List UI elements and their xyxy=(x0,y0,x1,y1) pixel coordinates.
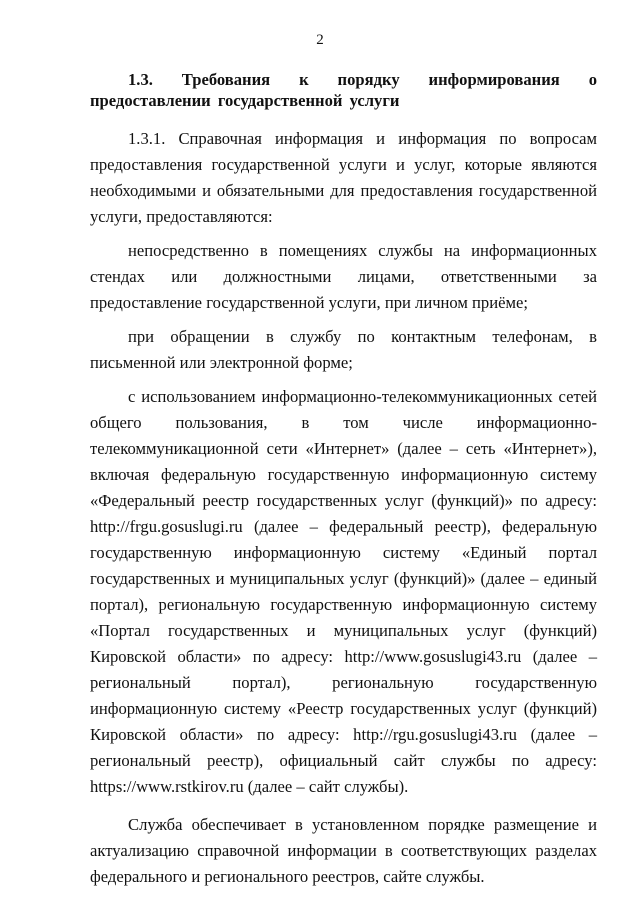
paragraph-phone-written: при обращении в службу по контактным телефонам, в письменной или электронной форме; xyxy=(90,327,597,372)
paragraph-service-duties: Служба обеспечивает в установленном порядке размещение и актуализацию справочной информации в соответствующих разделах федерального и регионального реестров, сайте службы. xyxy=(90,815,597,886)
document-body xyxy=(90,69,597,890)
paragraph-intro: 1.3.1. Справочная информация и информация по вопросам предоставления государственной услуги и услуг, которые являются необходимыми и обязательными для предоставления государственной услуги, предоставляются: xyxy=(90,129,597,226)
paragraph-in-person: непосредственно в помещениях службы на информационных стендах или должностными лицами, ответственными за предоставление государственной услуги, при личном приёме; xyxy=(90,241,597,312)
section-heading: 1.3. Требования к порядку информирования о предоставлении государственной услуги xyxy=(90,70,597,110)
page-number: 2 xyxy=(316,32,324,48)
paragraph-internet: с использованием информационно-телекоммуникационных сетей общего пользования, в том числе информационно-телекоммуникационной сети «Интернет» (далее – сеть «Интернет»), включая федеральную государственную информационную систему «Федеральный реестр государственных услуг (функций)» по адресу: http://frgu.gosuslugi.ru (далее – федеральный реестр), федеральную государственную информационную систему «Единый портал государственных и муниципальных услуг (функций)» (далее – единый портал), региональную государственную информационную систему «Портал государственных и муниципальных услуг (функций) Кировской области» по адресу: http://www.gosuslugi43.ru (далее – региональный портал), региональную государственную информационную систему «Реестр государственных услуг (функций) Кировской области» по адресу: http://rgu.gosuslugi43.ru (далее – региональный реестр), официальный сайт службы по адресу: https://www.rstkirov.ru (далее – сайт службы). xyxy=(90,387,597,796)
